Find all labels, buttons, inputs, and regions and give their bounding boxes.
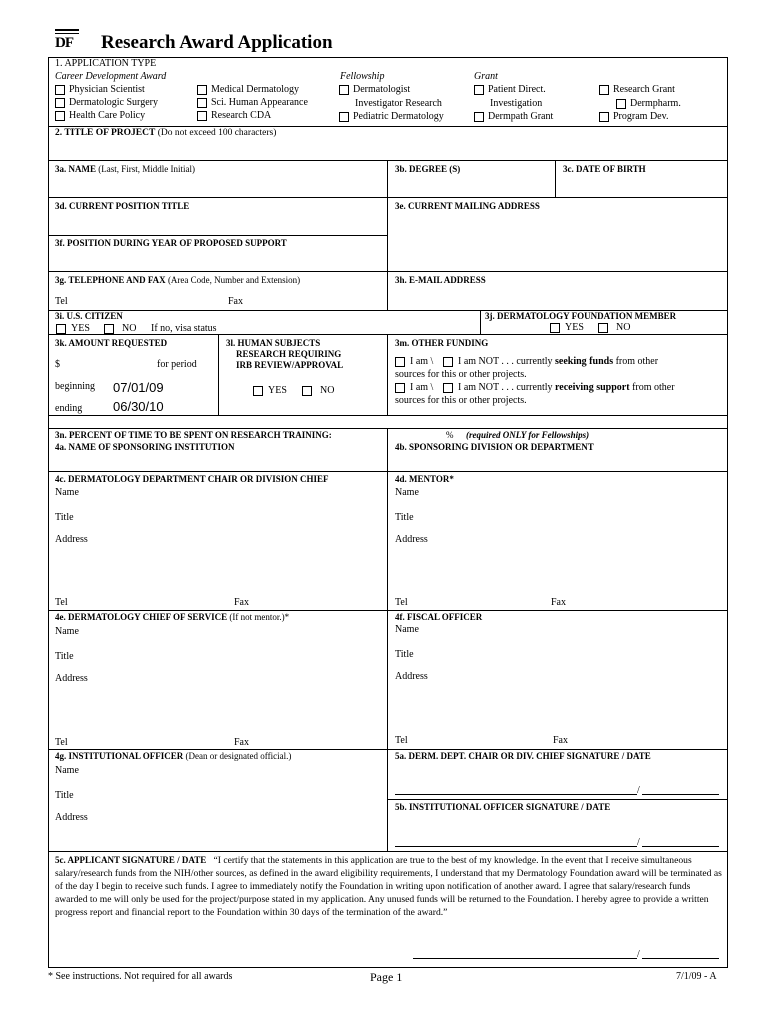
research-cda-label: Research CDA xyxy=(211,110,272,121)
sponsoring-institution-field[interactable]: 4a. NAME OF SPONSORING INSTITUTION xyxy=(55,442,235,452)
dermpath-grant-label: Dermpath Grant xyxy=(488,111,554,122)
research-grant-checkbox[interactable] xyxy=(599,85,609,95)
name-field[interactable] xyxy=(55,165,195,174)
tel-label: Tel xyxy=(55,296,68,307)
sci-human-appearance-checkbox[interactable] xyxy=(197,98,207,108)
irb-no-checkbox[interactable] xyxy=(302,386,312,396)
chair-date-line[interactable] xyxy=(642,794,719,795)
current-position-field[interactable]: 3d. CURRENT POSITION TITLE xyxy=(55,201,190,211)
inst-officer-signature-label: 5b. INSTITUTIONAL OFFICER SIGNATURE / DATE xyxy=(395,802,611,812)
health-care-policy-checkbox[interactable] xyxy=(55,111,65,121)
health-care-policy-label: Health Care Policy xyxy=(69,110,146,121)
seeking-iam-checkbox[interactable] xyxy=(395,357,405,367)
receiving-iam-label: I am \ xyxy=(410,382,434,393)
certification-text: “I certify that the statements in this application are true to the best of my knowledge. In the event that I receive simultaneous salary/research funds from the NIH/other sources, as defined in the award eligibility requirements, I understand that my Dermatology Foundation award will be terminated as of the day I begin to receive such funds. I agree to immediately notify the Foundation in writing upon notification of another award. I agree that salary/research funds awarded to me will only be used for the project/purpose stated in my application. Any unused funds will be returned to the Foundation. I hereby agree to provide a written progress report and financial report to the Foundation within 30 days of the termination of the award.” xyxy=(55,855,722,918)
mentor-fax-field[interactable]: Fax xyxy=(551,597,566,608)
physician-scientist-label: Physician Scientist xyxy=(69,84,145,95)
receiving-not-label: I am NOT . . . currently xyxy=(458,382,553,393)
medical-dermatology-checkbox[interactable] xyxy=(197,85,207,95)
telephone-fax-field[interactable] xyxy=(55,276,300,285)
for-period-label: for period xyxy=(157,359,197,370)
sci-human-appearance-label: Sci. Human Appearance xyxy=(211,97,308,108)
inst-officer-date-line[interactable] xyxy=(642,846,719,847)
proposed-position-field[interactable]: 3f. POSITION DURING YEAR OF PROPOSED SUPPORT xyxy=(55,238,287,248)
mentor-address-field[interactable]: Address xyxy=(395,534,428,545)
grant-label: Grant xyxy=(474,71,498,82)
applicant-certification xyxy=(55,854,723,919)
program-dev-label: Program Dev. xyxy=(613,111,669,122)
chief-tel-field[interactable]: Tel xyxy=(55,737,68,748)
visa-status-field[interactable]: If no, visa status xyxy=(151,323,217,334)
human-subjects-line1: 3l. HUMAN SUBJECTS xyxy=(226,338,321,348)
fax-label: Fax xyxy=(228,296,243,307)
sources-line-2: sources for this or other projects. xyxy=(395,395,527,406)
sources-line-1: sources for this or other projects. xyxy=(395,369,527,380)
applicant-signature-slash: / xyxy=(637,949,640,960)
ending-date-value[interactable]: 06/30/10 xyxy=(113,399,164,414)
medical-dermatology-label: Medical Dermatology xyxy=(211,84,300,95)
degree-field[interactable]: 3b. DEGREE (S) xyxy=(395,164,461,174)
date-of-birth-field[interactable]: 3c. DATE OF BIRTH xyxy=(563,164,646,174)
research-grant-label: Research Grant xyxy=(613,84,675,95)
dermpharm-checkbox[interactable] xyxy=(616,99,626,109)
citizen-no-checkbox[interactable] xyxy=(104,324,114,334)
telephone-fax-note: (Area Code, Number and Extension) xyxy=(167,275,301,285)
human-subjects-line3: IRB REVIEW/APPROVAL xyxy=(236,360,344,370)
inst-officer-signature-slash: / xyxy=(637,837,640,848)
chair-signature-slash: / xyxy=(637,785,640,796)
receiving-line xyxy=(458,383,675,393)
dept-chair-tel-field[interactable]: Tel xyxy=(55,597,68,608)
fiscal-name-field[interactable]: Name xyxy=(395,624,419,635)
institutional-officer-heading xyxy=(55,752,291,761)
citizen-yes-label: YES xyxy=(71,323,90,334)
member-yes-checkbox[interactable] xyxy=(550,323,560,333)
member-yes-label: YES xyxy=(565,322,584,333)
page-title: Research Award Application xyxy=(101,32,333,53)
patient-direct-checkbox[interactable] xyxy=(474,85,484,95)
member-no-checkbox[interactable] xyxy=(598,323,608,333)
receiving-from-other-label: from other xyxy=(632,382,675,393)
receiving-iamnot-checkbox[interactable] xyxy=(443,383,453,393)
dermatologist-label: Dermatologist xyxy=(353,84,411,95)
institutional-officer-note: (Dean or designated official.) xyxy=(185,751,292,761)
name-label: 3a. NAME xyxy=(55,164,96,174)
df-logo xyxy=(55,28,81,52)
physician-scientist-checkbox[interactable] xyxy=(55,85,65,95)
fiscal-officer-label: 4f. FISCAL OFFICER xyxy=(395,612,483,622)
project-title-note: (Do not exceed 100 characters) xyxy=(157,128,277,138)
inst-officer-title-field[interactable]: Title xyxy=(55,790,74,801)
mentor-label: 4d. MENTOR* xyxy=(395,474,454,484)
citizen-yes-checkbox[interactable] xyxy=(56,324,66,334)
pediatric-dermatology-checkbox[interactable] xyxy=(339,112,349,122)
applicant-signature-label: 5c. APPLICANT SIGNATURE / DATE xyxy=(55,855,207,865)
dollar-sign: $ xyxy=(55,359,60,370)
career-label: Career Development Award xyxy=(55,71,167,82)
name-note: (Last, First, Middle Initial) xyxy=(98,164,195,174)
institutional-officer-label: 4g. INSTITUTIONAL OFFICER xyxy=(55,751,184,761)
dermatologic-surgery-label: Dermatologic Surgery xyxy=(69,97,158,108)
project-title-label: 2. TITLE OF PROJECT xyxy=(55,128,156,138)
chief-name-field[interactable]: Name xyxy=(55,626,79,637)
investigation-label: Investigation xyxy=(490,98,543,109)
dept-chair-fax-field[interactable]: Fax xyxy=(234,597,249,608)
fellowship-only-note: (required ONLY for Fellowships) xyxy=(466,430,590,440)
dermpharm-label: Dermpharm. xyxy=(630,98,681,109)
citizen-no-label: NO xyxy=(122,323,137,334)
us-citizen-label: 3i. U.S. CITIZEN xyxy=(55,311,123,321)
seeking-iamnot-checkbox[interactable] xyxy=(443,357,453,367)
mailing-address-field[interactable]: 3e. CURRENT MAILING ADDRESS xyxy=(395,201,540,211)
footer-note: * See instructions. Not required for all awards xyxy=(48,971,233,982)
chair-signature-line[interactable] xyxy=(395,794,637,795)
percent-time-label: 3n. PERCENT OF TIME TO BE SPENT ON RESEARCH TRAINING: xyxy=(55,430,332,440)
member-no-label: NO xyxy=(616,322,631,333)
other-funding-label: 3m. OTHER FUNDING xyxy=(395,338,489,348)
page-number: Page 1 xyxy=(370,970,403,984)
program-dev-checkbox[interactable] xyxy=(599,112,609,122)
dept-chair-title-field[interactable]: Title xyxy=(55,512,74,523)
chief-of-service-note: (If not mentor.)* xyxy=(229,612,290,622)
inst-officer-address-field[interactable]: Address xyxy=(55,812,88,823)
chief-of-service-heading xyxy=(55,613,289,622)
form-version: 7/1/09 - A xyxy=(676,971,717,982)
seeking-from-other-label: from other xyxy=(615,356,659,367)
research-cda-checkbox[interactable] xyxy=(197,111,207,121)
fiscal-title-field[interactable]: Title xyxy=(395,649,414,660)
telephone-fax-label: 3g. TELEPHONE AND FAX xyxy=(55,275,166,285)
form-frame xyxy=(48,57,728,968)
inst-officer-name-field[interactable]: Name xyxy=(55,765,79,776)
fiscal-fax-field[interactable]: Fax xyxy=(553,735,568,746)
irb-yes-checkbox[interactable] xyxy=(253,386,263,396)
irb-yes-label: YES xyxy=(268,385,287,396)
beginning-date-value[interactable]: 07/01/09 xyxy=(113,380,164,395)
ending-label: ending xyxy=(55,403,83,414)
human-subjects-line2: RESEARCH REQUIRING xyxy=(236,349,342,359)
pediatric-dermatology-label: Pediatric Dermatology xyxy=(353,111,444,122)
dermatologic-surgery-checkbox[interactable] xyxy=(55,98,65,108)
receiving-support-label: receiving support xyxy=(555,382,630,393)
s1-heading: 1. APPLICATION TYPE xyxy=(55,58,157,69)
dermatologist-checkbox[interactable] xyxy=(339,85,349,95)
chief-of-service-label: 4e. DERMATOLOGY CHIEF OF SERVICE xyxy=(55,612,228,622)
dept-chair-name-field[interactable]: Name xyxy=(55,487,79,498)
chief-fax-field[interactable]: Fax xyxy=(234,737,249,748)
receiving-iam-checkbox[interactable] xyxy=(395,383,405,393)
fiscal-tel-field[interactable]: Tel xyxy=(395,735,408,746)
investigator-research-label: Investigator Research xyxy=(355,98,442,109)
dept-chair-address-field[interactable]: Address xyxy=(55,534,88,545)
sponsoring-division-field[interactable]: 4b. SPONSORING DIVISION OR DEPARTMENT xyxy=(395,442,594,452)
applicant-date-line[interactable] xyxy=(642,958,719,959)
logo-text: DF xyxy=(55,35,73,51)
fellowship-label: Fellowship xyxy=(340,71,385,82)
mentor-title-field[interactable]: Title xyxy=(395,512,414,523)
project-title-field[interactable] xyxy=(55,129,276,139)
seeking-iam-label: I am \ xyxy=(410,356,434,367)
dermpath-grant-checkbox[interactable] xyxy=(474,112,484,122)
patient-direct-label: Patient Direct. xyxy=(488,84,546,95)
inst-officer-signature-line[interactable] xyxy=(395,846,637,847)
seeking-funds-label: seeking funds xyxy=(555,356,614,367)
df-member-label: 3j. DERMATOLOGY FOUNDATION MEMBER xyxy=(485,311,677,321)
beginning-label: beginning xyxy=(55,381,95,392)
seeking-line xyxy=(458,357,658,367)
amount-requested-label: 3k. AMOUNT REQUESTED xyxy=(55,338,168,348)
irb-no-label: NO xyxy=(320,385,335,396)
email-field[interactable]: 3h. E-MAIL ADDRESS xyxy=(395,275,486,285)
fiscal-address-field[interactable]: Address xyxy=(395,671,428,682)
mentor-name-field[interactable]: Name xyxy=(395,487,419,498)
seeking-not-label: I am NOT . . . currently xyxy=(458,356,553,367)
mentor-tel-field[interactable]: Tel xyxy=(395,597,408,608)
chief-address-field[interactable]: Address xyxy=(55,673,88,684)
percent-sign[interactable]: % xyxy=(446,430,454,440)
chief-title-field[interactable]: Title xyxy=(55,651,74,662)
chair-signature-label: 5a. DERM. DEPT. CHAIR OR DIV. CHIEF SIGNATURE / DATE xyxy=(395,751,651,761)
applicant-signature-line[interactable] xyxy=(413,958,637,959)
dept-chair-label: 4c. DERMATOLOGY DEPARTMENT CHAIR OR DIVISION CHIEF xyxy=(55,474,329,484)
